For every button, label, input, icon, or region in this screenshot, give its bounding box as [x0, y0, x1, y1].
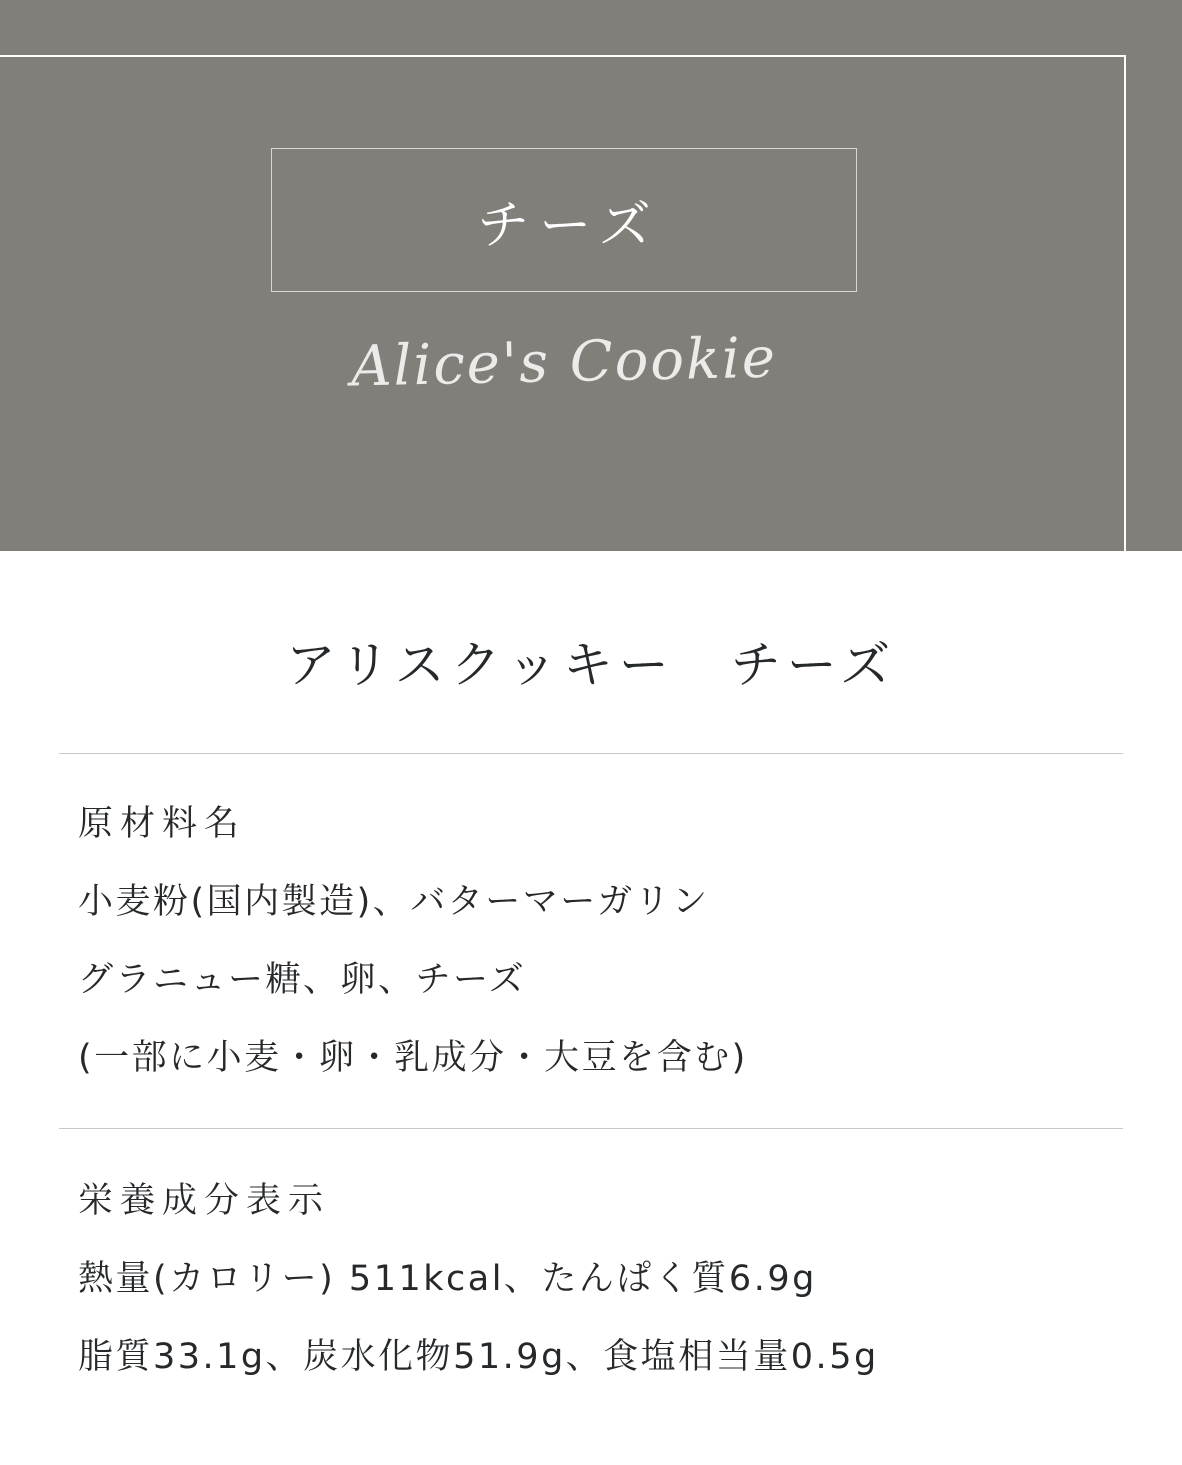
nutrition-line-1: 熱量(カロリー) 511kcal、たんぱく質6.9g: [78, 1259, 817, 1299]
ingredients-line-1: 小麦粉(国内製造)、バターマーガリン: [78, 882, 710, 922]
product-info-panel: [0, 551, 1182, 1419]
hero-inner: [0, 0, 1128, 551]
ingredients-heading: 原材料名: [78, 804, 247, 844]
divider-top: [59, 753, 1123, 754]
nutrition-section: [0, 1129, 1182, 1379]
hero-title-box: [271, 148, 857, 292]
page-title: アリスクッキー チーズ: [285, 636, 897, 694]
ingredients-section: [0, 796, 1182, 1080]
hero-white-frame: [0, 55, 1126, 551]
nutrition-line-2: 脂質33.1g、炭水化物51.9g、食塩相当量0.5g: [78, 1337, 879, 1377]
brand-script-logo: Alice's Cookie: [350, 325, 778, 400]
hero-badge-title: チーズ: [477, 195, 661, 256]
ingredients-line-3: (一部に小麦・卵・乳成分・大豆を含む): [78, 1038, 748, 1078]
bottom-spacer: [0, 1379, 1182, 1419]
hero-banner: [0, 0, 1182, 551]
nutrition-heading: 栄養成分表示: [78, 1181, 331, 1221]
ingredients-line-2: グラニュー糖、卵、チーズ: [78, 960, 527, 1000]
